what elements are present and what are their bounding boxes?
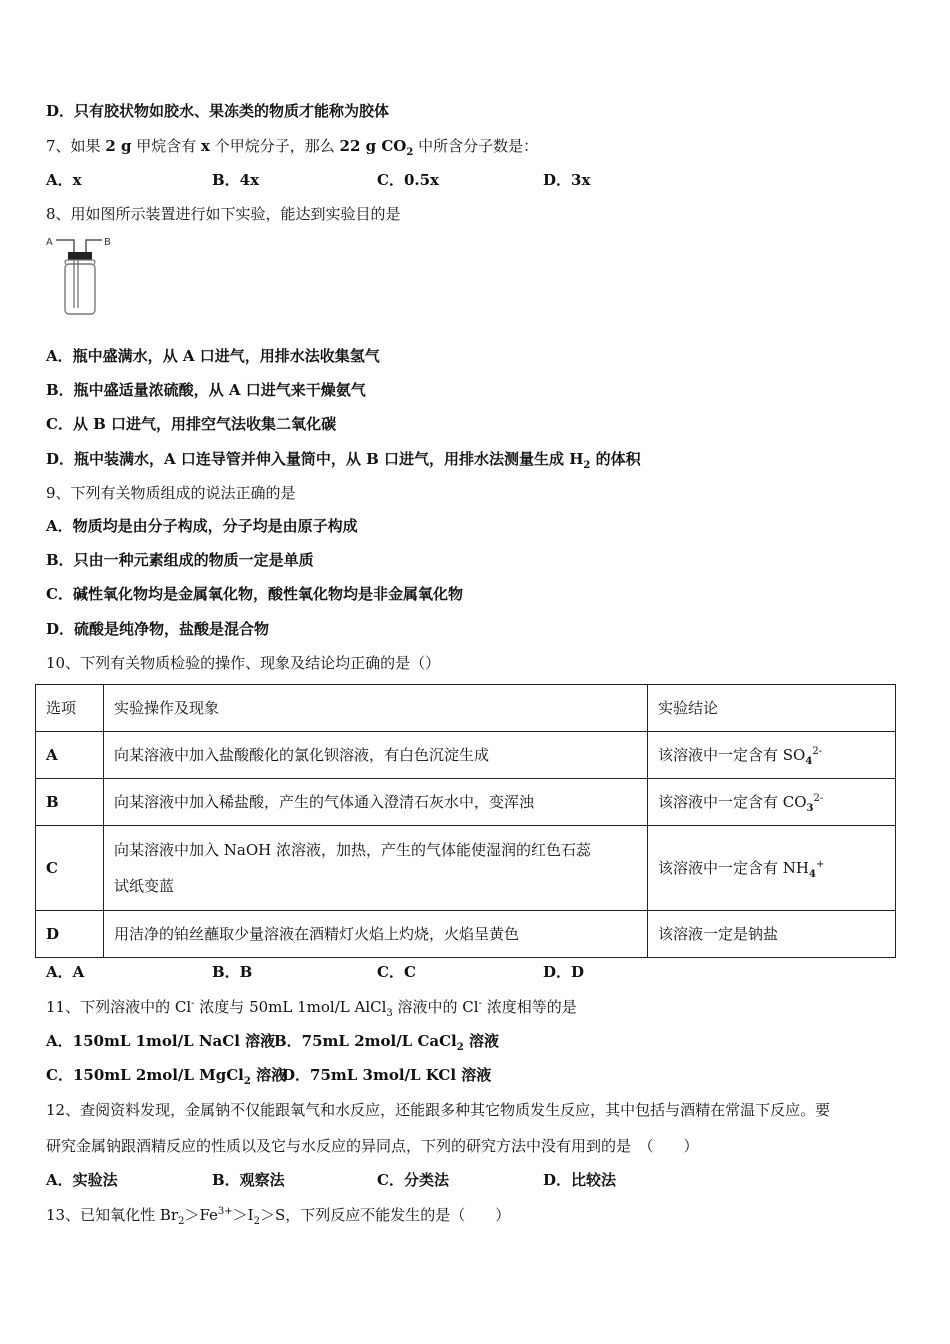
gas-washing-bottle-figure [44, 234, 116, 318]
row-operation: 向某溶液中加入 NaOH 浓溶液，加热，产生的气体能使湿润的红色石蕊 试纸变蓝 [104, 826, 648, 911]
q9-option-b: B．只由一种元素组成的物质一定是单质 [46, 551, 314, 569]
figure-label-b: B [104, 237, 111, 248]
table-row [36, 911, 896, 958]
q12-option-a: A．实验法 [46, 1171, 118, 1189]
row-operation: 用洁净的铂丝蘸取少量溶液在酒精灯火焰上灼烧，火焰呈黄色 [104, 911, 648, 958]
row-conclusion: 该溶液中一定含有 $CO_3^{2-}$ [648, 779, 896, 826]
q12-option-d: D．比较法 [543, 1171, 617, 1189]
q8-stem: 8、用如图所示装置进行如下实验，能达到实验目的是 [46, 205, 401, 223]
q10-experiment-table [35, 684, 896, 958]
q11-option-a: A．150mL 1mol/L NaCl 溶液 [46, 1032, 276, 1050]
header-operation: 实验操作及现象 [104, 685, 648, 732]
q7-stem: 7、如果 2 g 甲烷含有 x 个甲烷分子，那么 22 g $CO_2$ 中所含分子数是： [46, 137, 539, 158]
header-conclusion: 实验结论 [648, 685, 896, 732]
row-operation: 向某溶液中加入盐酸酸化的氯化钡溶液，有白色沉淀生成 [104, 732, 648, 779]
q11-option-d: D．75mL 3mol/L KCl 溶液 [282, 1066, 492, 1084]
q11-option-c: C．150mL 2mol/L MgCl$_2$ 溶液 [46, 1066, 287, 1087]
q6-option-d: D．只有胶状物如胶水、果冻类的物质才能称为胶体 [46, 102, 390, 120]
q12-option-c: C．分类法 [377, 1171, 449, 1189]
q8-option-a: A．瓶中盛满水，从 A 口进气，用排水法收集氢气 [46, 347, 380, 365]
table-header-row [36, 685, 896, 732]
q10-option-d: D．D [543, 963, 585, 981]
table-row [36, 779, 896, 826]
q9-option-c: C．碱性氧化物均是金属氧化物，酸性氧化物均是非金属氧化物 [46, 585, 463, 603]
q10-option-b: B．B [212, 963, 253, 981]
row-conclusion: 该溶液中一定含有 $SO_4^{2-}$ [648, 732, 896, 779]
q9-stem: 9、下列有关物质组成的说法正确的是 [46, 484, 296, 502]
row-key: C [36, 826, 104, 911]
figure-label-a: A [46, 237, 53, 248]
q10-option-c: C．C [377, 963, 416, 981]
row-key: A [36, 732, 104, 779]
q10-option-a: A．A [46, 963, 85, 981]
q7-option-b: B．4x [212, 171, 260, 189]
row-conclusion: 该溶液一定是钠盐 [648, 911, 896, 958]
header-option: 选项 [36, 685, 104, 732]
q12-stem-line1: 12、查阅资料发现，金属钠不仅能跟氧气和水反应，还能跟多种其它物质发生反应，其中包括与酒精在常温下反应。要 [46, 1101, 831, 1119]
q8-option-b: B．瓶中盛适量浓硫酸，从 A 口进气来干燥氨气 [46, 381, 366, 399]
q13-stem: 13、已知氧化性 $Br_2>Fe^{3+}>I_2>S$，下列反应不能发生的是（ ） [46, 1206, 511, 1227]
q8-option-c: C．从 B 口进气，用排空气法收集二氧化碳 [46, 415, 337, 433]
q7-option-d: D．3x [543, 171, 591, 189]
q9-option-a: A．物质均是由分子构成，分子均是由原子构成 [46, 517, 358, 535]
row-key: B [36, 779, 104, 826]
q12-stem-line2: 研究金属钠跟酒精反应的性质以及它与水反应的异同点，下列的研究方法中没有用到的是 （ ） [46, 1137, 699, 1155]
row-conclusion: 该溶液中一定含有 $NH_4^+$ [648, 826, 896, 911]
q11-option-b: B．75mL 2mol/L CaCl$_2$ 溶液 [274, 1032, 499, 1053]
q7-option-c: C．0.5x [377, 171, 439, 189]
q8-option-d: D．瓶中装满水，A 口连导管并伸入量筒中，从 B 口进气，用排水法测量生成 $H_2$ 的体积 [46, 450, 641, 471]
row-operation: 向某溶液中加入稀盐酸，产生的气体通入澄清石灰水中，变浑浊 [104, 779, 648, 826]
table-row [36, 732, 896, 779]
q7-option-a: A．x [46, 171, 82, 189]
q9-option-d: D．硫酸是纯净物，盐酸是混合物 [46, 620, 270, 638]
q11-stem: 11、下列溶液中的 Cl- 浓度与 50mL 1mol/L AlCl$_3$ 溶液中的 Cl- 浓度相等的是 [46, 998, 577, 1019]
q10-stem: 10、下列有关物质检验的操作、现象及结论均正确的是（） [46, 654, 441, 672]
row-key: D [36, 911, 104, 958]
table-row [36, 826, 896, 911]
q12-option-b: B．观察法 [212, 1171, 285, 1189]
